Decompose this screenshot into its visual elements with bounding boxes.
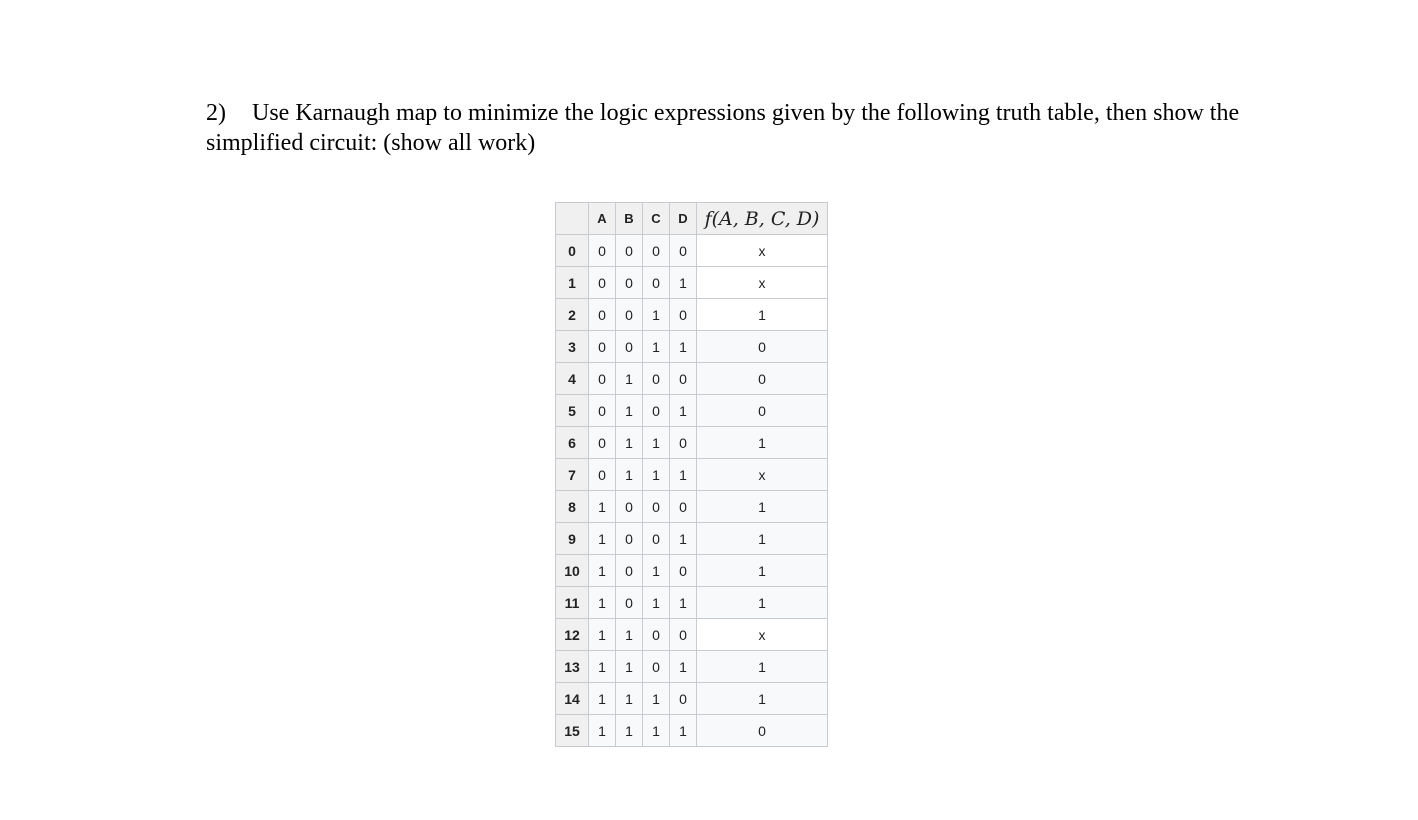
question-number: 2) (206, 100, 226, 126)
row-index: 1 (556, 267, 589, 299)
output-cell: 1 (697, 555, 828, 587)
table-row (556, 651, 828, 683)
bit-cell-a: 0 (589, 459, 616, 491)
bit-cell-b: 0 (616, 267, 643, 299)
bit-cell-a: 0 (589, 331, 616, 363)
table-row (556, 363, 828, 395)
output-cell: 1 (697, 427, 828, 459)
bit-cell-b: 0 (616, 299, 643, 331)
bit-cell-a: 1 (589, 683, 616, 715)
table-row (556, 459, 828, 491)
table-row (556, 683, 828, 715)
table-row (556, 235, 828, 267)
row-index: 7 (556, 459, 589, 491)
output-cell: x (697, 267, 828, 299)
table-row (556, 395, 828, 427)
row-index: 8 (556, 491, 589, 523)
output-cell: 0 (697, 715, 828, 747)
bit-cell-c: 0 (643, 363, 670, 395)
bit-cell-d: 0 (670, 427, 697, 459)
bit-cell-a: 1 (589, 523, 616, 555)
output-cell: x (697, 619, 828, 651)
table-row (556, 555, 828, 587)
row-index: 4 (556, 363, 589, 395)
bit-cell-b: 0 (616, 523, 643, 555)
table-row (556, 587, 828, 619)
output-cell: 0 (697, 331, 828, 363)
bit-cell-d: 0 (670, 555, 697, 587)
bit-cell-c: 0 (643, 651, 670, 683)
row-index: 14 (556, 683, 589, 715)
bit-cell-a: 1 (589, 587, 616, 619)
truth-table (555, 202, 828, 747)
bit-cell-a: 1 (589, 651, 616, 683)
bit-cell-d: 1 (670, 715, 697, 747)
bit-cell-b: 0 (616, 491, 643, 523)
bit-cell-c: 1 (643, 331, 670, 363)
row-index: 10 (556, 555, 589, 587)
table-row (556, 715, 828, 747)
row-index: 3 (556, 331, 589, 363)
row-index: 9 (556, 523, 589, 555)
bit-cell-a: 0 (589, 363, 616, 395)
bit-cell-c: 0 (643, 619, 670, 651)
bit-cell-d: 0 (670, 299, 697, 331)
table-row (556, 523, 828, 555)
row-index: 6 (556, 427, 589, 459)
bit-cell-d: 1 (670, 651, 697, 683)
bit-cell-b: 0 (616, 235, 643, 267)
bit-cell-d: 1 (670, 459, 697, 491)
row-index: 2 (556, 299, 589, 331)
bit-cell-d: 0 (670, 363, 697, 395)
bit-cell-c: 1 (643, 427, 670, 459)
question-text-block (206, 98, 1336, 158)
bit-cell-d: 0 (670, 619, 697, 651)
output-cell: 1 (697, 683, 828, 715)
table-row (556, 299, 828, 331)
row-index: 11 (556, 587, 589, 619)
bit-cell-d: 0 (670, 491, 697, 523)
column-header-d: D (670, 203, 697, 235)
row-index: 5 (556, 395, 589, 427)
truth-table-header-row (556, 203, 828, 235)
bit-cell-c: 1 (643, 683, 670, 715)
bit-cell-c: 1 (643, 299, 670, 331)
output-cell: 1 (697, 523, 828, 555)
bit-cell-c: 1 (643, 587, 670, 619)
output-cell: x (697, 459, 828, 491)
table-row (556, 267, 828, 299)
bit-cell-a: 1 (589, 555, 616, 587)
bit-cell-b: 1 (616, 395, 643, 427)
output-cell: 0 (697, 395, 828, 427)
bit-cell-c: 1 (643, 459, 670, 491)
bit-cell-b: 1 (616, 651, 643, 683)
output-cell: x (697, 235, 828, 267)
bit-cell-a: 0 (589, 427, 616, 459)
row-index: 0 (556, 235, 589, 267)
bit-cell-a: 1 (589, 715, 616, 747)
bit-cell-a: 0 (589, 267, 616, 299)
output-cell: 1 (697, 491, 828, 523)
table-row (556, 331, 828, 363)
bit-cell-a: 1 (589, 619, 616, 651)
bit-cell-b: 1 (616, 683, 643, 715)
bit-cell-c: 0 (643, 491, 670, 523)
column-header-b: B (616, 203, 643, 235)
bit-cell-b: 1 (616, 715, 643, 747)
bit-cell-d: 1 (670, 587, 697, 619)
bit-cell-c: 0 (643, 395, 670, 427)
bit-cell-d: 0 (670, 235, 697, 267)
bit-cell-d: 0 (670, 683, 697, 715)
bit-cell-d: 1 (670, 523, 697, 555)
bit-cell-c: 1 (643, 555, 670, 587)
bit-cell-c: 0 (643, 523, 670, 555)
index-column-header (556, 203, 589, 235)
row-index: 12 (556, 619, 589, 651)
bit-cell-d: 1 (670, 395, 697, 427)
bit-cell-c: 0 (643, 235, 670, 267)
row-index: 13 (556, 651, 589, 683)
bit-cell-b: 1 (616, 619, 643, 651)
bit-cell-d: 1 (670, 267, 697, 299)
table-row (556, 619, 828, 651)
output-cell: 1 (697, 587, 828, 619)
bit-cell-b: 0 (616, 587, 643, 619)
bit-cell-a: 0 (589, 235, 616, 267)
bit-cell-a: 0 (589, 299, 616, 331)
truth-table-body (556, 235, 828, 747)
bit-cell-b: 1 (616, 427, 643, 459)
bit-cell-c: 1 (643, 715, 670, 747)
column-header-function: f(A, B, C, D) (697, 203, 828, 235)
row-index: 15 (556, 715, 589, 747)
bit-cell-c: 0 (643, 267, 670, 299)
output-cell: 0 (697, 363, 828, 395)
bit-cell-a: 1 (589, 491, 616, 523)
bit-cell-b: 1 (616, 459, 643, 491)
bit-cell-b: 1 (616, 363, 643, 395)
output-cell: 1 (697, 651, 828, 683)
table-row (556, 491, 828, 523)
output-cell: 1 (697, 299, 828, 331)
bit-cell-b: 0 (616, 331, 643, 363)
column-header-c: C (643, 203, 670, 235)
bit-cell-d: 1 (670, 331, 697, 363)
bit-cell-a: 0 (589, 395, 616, 427)
bit-cell-b: 0 (616, 555, 643, 587)
question-prompt: Use Karnaugh map to minimize the logic expressions given by the following truth table, then show the simplified circuit: (show all work) (206, 100, 1240, 156)
column-header-a: A (589, 203, 616, 235)
table-row (556, 427, 828, 459)
